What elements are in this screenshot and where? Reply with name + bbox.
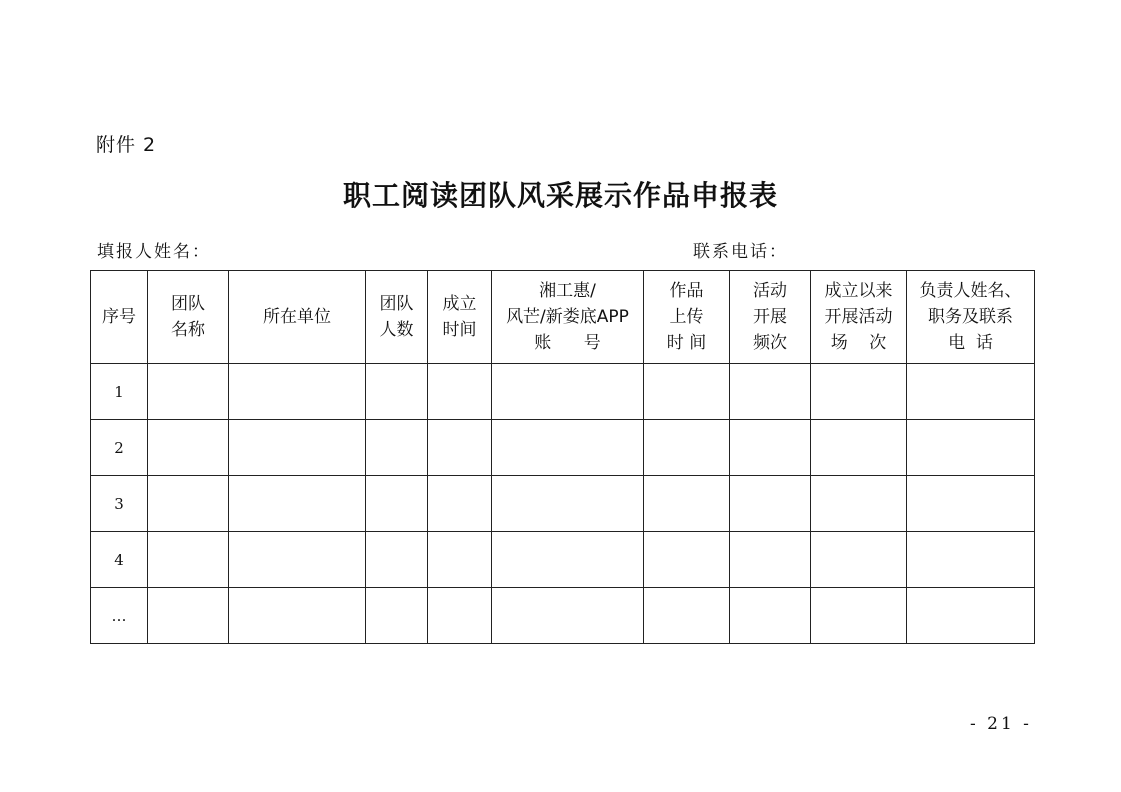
table-cell[interactable] <box>811 532 907 588</box>
table-cell[interactable] <box>644 420 730 476</box>
table-cell[interactable] <box>644 588 730 644</box>
table-cell[interactable] <box>229 364 366 420</box>
table-cell[interactable] <box>907 364 1035 420</box>
row-number: … <box>91 588 148 644</box>
table-cell[interactable] <box>229 476 366 532</box>
table-cell[interactable] <box>366 588 428 644</box>
table-cell[interactable] <box>811 420 907 476</box>
table-cell[interactable] <box>428 420 492 476</box>
table-cell[interactable] <box>366 476 428 532</box>
header-founded-date: 成立 时间 <box>428 271 492 364</box>
table-cell[interactable] <box>229 420 366 476</box>
table-cell[interactable] <box>148 476 229 532</box>
contact-phone-label: 联系电话： <box>693 242 788 262</box>
header-team-name: 团队 名称 <box>148 271 229 364</box>
table-cell[interactable] <box>730 532 811 588</box>
table-cell[interactable] <box>366 364 428 420</box>
table-cell[interactable] <box>730 364 811 420</box>
row-number: 4 <box>91 532 148 588</box>
table-cell[interactable] <box>644 532 730 588</box>
table-cell[interactable] <box>730 420 811 476</box>
header-upload-time: 作品 上传 时 间 <box>644 271 730 364</box>
table-cell[interactable] <box>492 364 644 420</box>
page-title: 职工阅读团队风采展示作品申报表 <box>342 179 778 212</box>
table-cell[interactable] <box>730 476 811 532</box>
header-activity-count: 成立以来 开展活动 场 次 <box>811 271 907 364</box>
table-row <box>91 420 1035 476</box>
header-leader-contact: 负责人姓名、 职务及联系 电 话 <box>907 271 1035 364</box>
table-cell[interactable] <box>644 476 730 532</box>
table-cell[interactable] <box>811 588 907 644</box>
table-cell[interactable] <box>907 420 1035 476</box>
table-row <box>91 476 1035 532</box>
table-cell[interactable] <box>907 588 1035 644</box>
page-number: - 21 - <box>970 714 1032 734</box>
table-cell[interactable] <box>492 588 644 644</box>
table-cell[interactable] <box>730 588 811 644</box>
table-cell[interactable] <box>428 476 492 532</box>
header-activity-frequency: 活动 开展 频次 <box>730 271 811 364</box>
table-cell[interactable] <box>366 420 428 476</box>
table-cell[interactable] <box>907 476 1035 532</box>
header-app-account: 湘工惠/ 风芒/新娄底APP 账 号 <box>492 271 644 364</box>
table-cell[interactable] <box>229 532 366 588</box>
table-cell[interactable] <box>229 588 366 644</box>
table-cell[interactable] <box>428 364 492 420</box>
header-row <box>91 271 1035 364</box>
attachment-label: 附件 2 <box>96 134 157 156</box>
table-cell[interactable] <box>148 588 229 644</box>
header-serial-number: 序号 <box>91 271 148 364</box>
row-number: 2 <box>91 420 148 476</box>
table-cell[interactable] <box>907 532 1035 588</box>
table-cell[interactable] <box>148 532 229 588</box>
table-cell[interactable] <box>366 532 428 588</box>
table-row <box>91 364 1035 420</box>
table-cell[interactable] <box>811 476 907 532</box>
row-number: 3 <box>91 476 148 532</box>
table-cell[interactable] <box>428 588 492 644</box>
header-work-unit: 所在单位 <box>229 271 366 364</box>
table-cell[interactable] <box>492 532 644 588</box>
filler-name-label: 填报人姓名： <box>97 242 211 262</box>
table-cell[interactable] <box>428 532 492 588</box>
table-row <box>91 532 1035 588</box>
table-cell[interactable] <box>492 476 644 532</box>
table-cell[interactable] <box>492 420 644 476</box>
report-table <box>90 270 1035 644</box>
row-number: 1 <box>91 364 148 420</box>
header-team-size: 团队 人数 <box>366 271 428 364</box>
table-cell[interactable] <box>148 420 229 476</box>
table-row <box>91 588 1035 644</box>
table-cell[interactable] <box>148 364 229 420</box>
table-cell[interactable] <box>811 364 907 420</box>
table-cell[interactable] <box>644 364 730 420</box>
